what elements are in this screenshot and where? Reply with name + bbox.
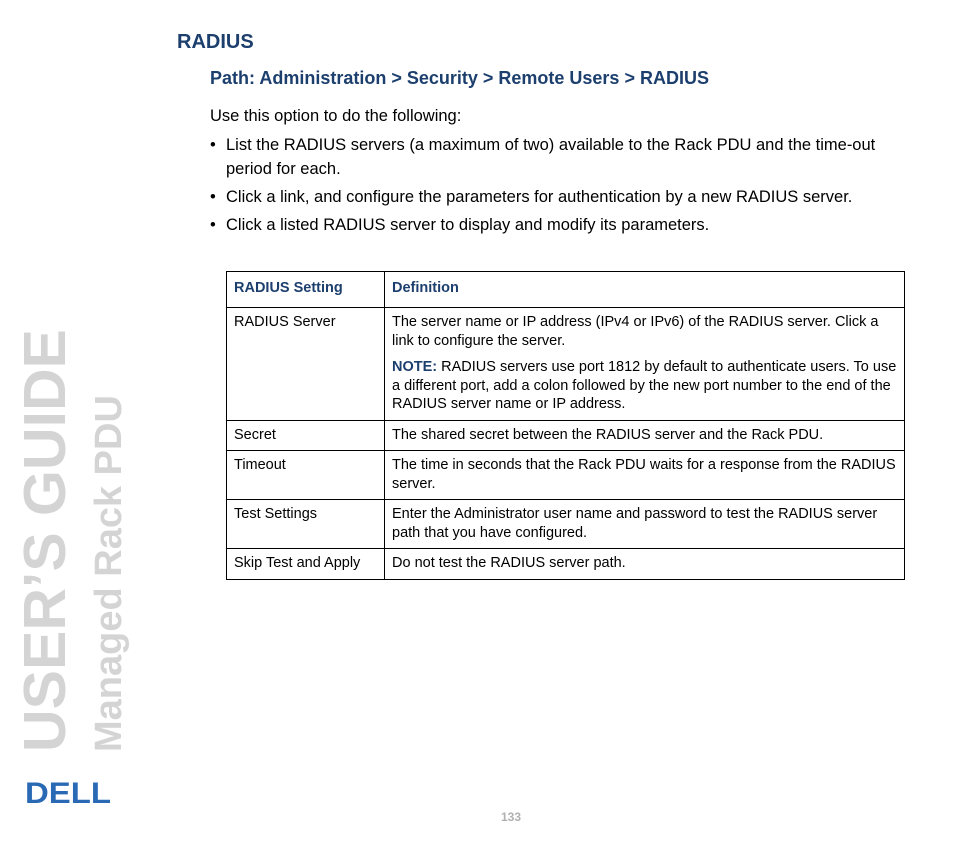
table-header-row [227,272,905,308]
table-row [227,308,905,421]
table-row [227,420,905,451]
setting-definition: The shared secret between the RADIUS server and the Rack PDU. [385,420,905,451]
bullet-icon: • [210,188,216,206]
note-block [392,358,897,414]
dell-logo [25,778,111,806]
note-text: RADIUS servers use port 1812 by default to authenticate users. To use a different port, add a colon followed by the new port number to the end of the RADIUS server name or IP address. [392,359,897,412]
list-item: • Click a listed RADIUS server to display and modify its parameters. [210,213,890,237]
intro-text: Use this option to do the following: [210,107,462,125]
table-row [227,451,905,500]
option-list [210,133,890,241]
setting-name: RADIUS Server [227,308,385,421]
sidebar-guide-title: USER’S GUIDE [12,329,78,752]
table-row [227,500,905,549]
setting-name: Secret [227,420,385,451]
sidebar-product-subtitle: Managed Rack PDU [88,395,130,752]
setting-definition: The time in seconds that the Rack PDU waits for a response from the RADIUS server. [385,451,905,500]
page-number: 133 [500,810,522,824]
svg-text:DELL: DELL [25,778,111,806]
setting-name: Test Settings [227,500,385,549]
radius-settings-table [226,271,905,580]
setting-name: Timeout [227,451,385,500]
setting-definition [385,308,905,421]
setting-name: Skip Test and Apply [227,549,385,580]
header-definition: Definition [385,272,905,308]
bullet-icon: • [210,136,216,154]
list-item: • List the RADIUS servers (a maximum of two) available to the Rack PDU and the time-out period for each. [210,133,890,181]
header-setting: RADIUS Setting [227,272,385,308]
setting-definition: Do not test the RADIUS server path. [385,549,905,580]
table-row [227,549,905,580]
setting-definition: Enter the Administrator user name and password to test the RADIUS server path that you have configured. [385,500,905,549]
definition-text: The server name or IP address (IPv4 or IPv6) of the RADIUS server. Click a link to configure the server. [392,314,879,349]
note-label: NOTE: [392,359,438,375]
list-item: • Click a link, and configure the parameters for authentication by a new RADIUS server. [210,185,890,209]
bullet-icon: • [210,216,216,234]
navigation-path: Path: Administration > Security > Remote Users > RADIUS [210,68,709,88]
page-title: RADIUS [177,31,254,53]
